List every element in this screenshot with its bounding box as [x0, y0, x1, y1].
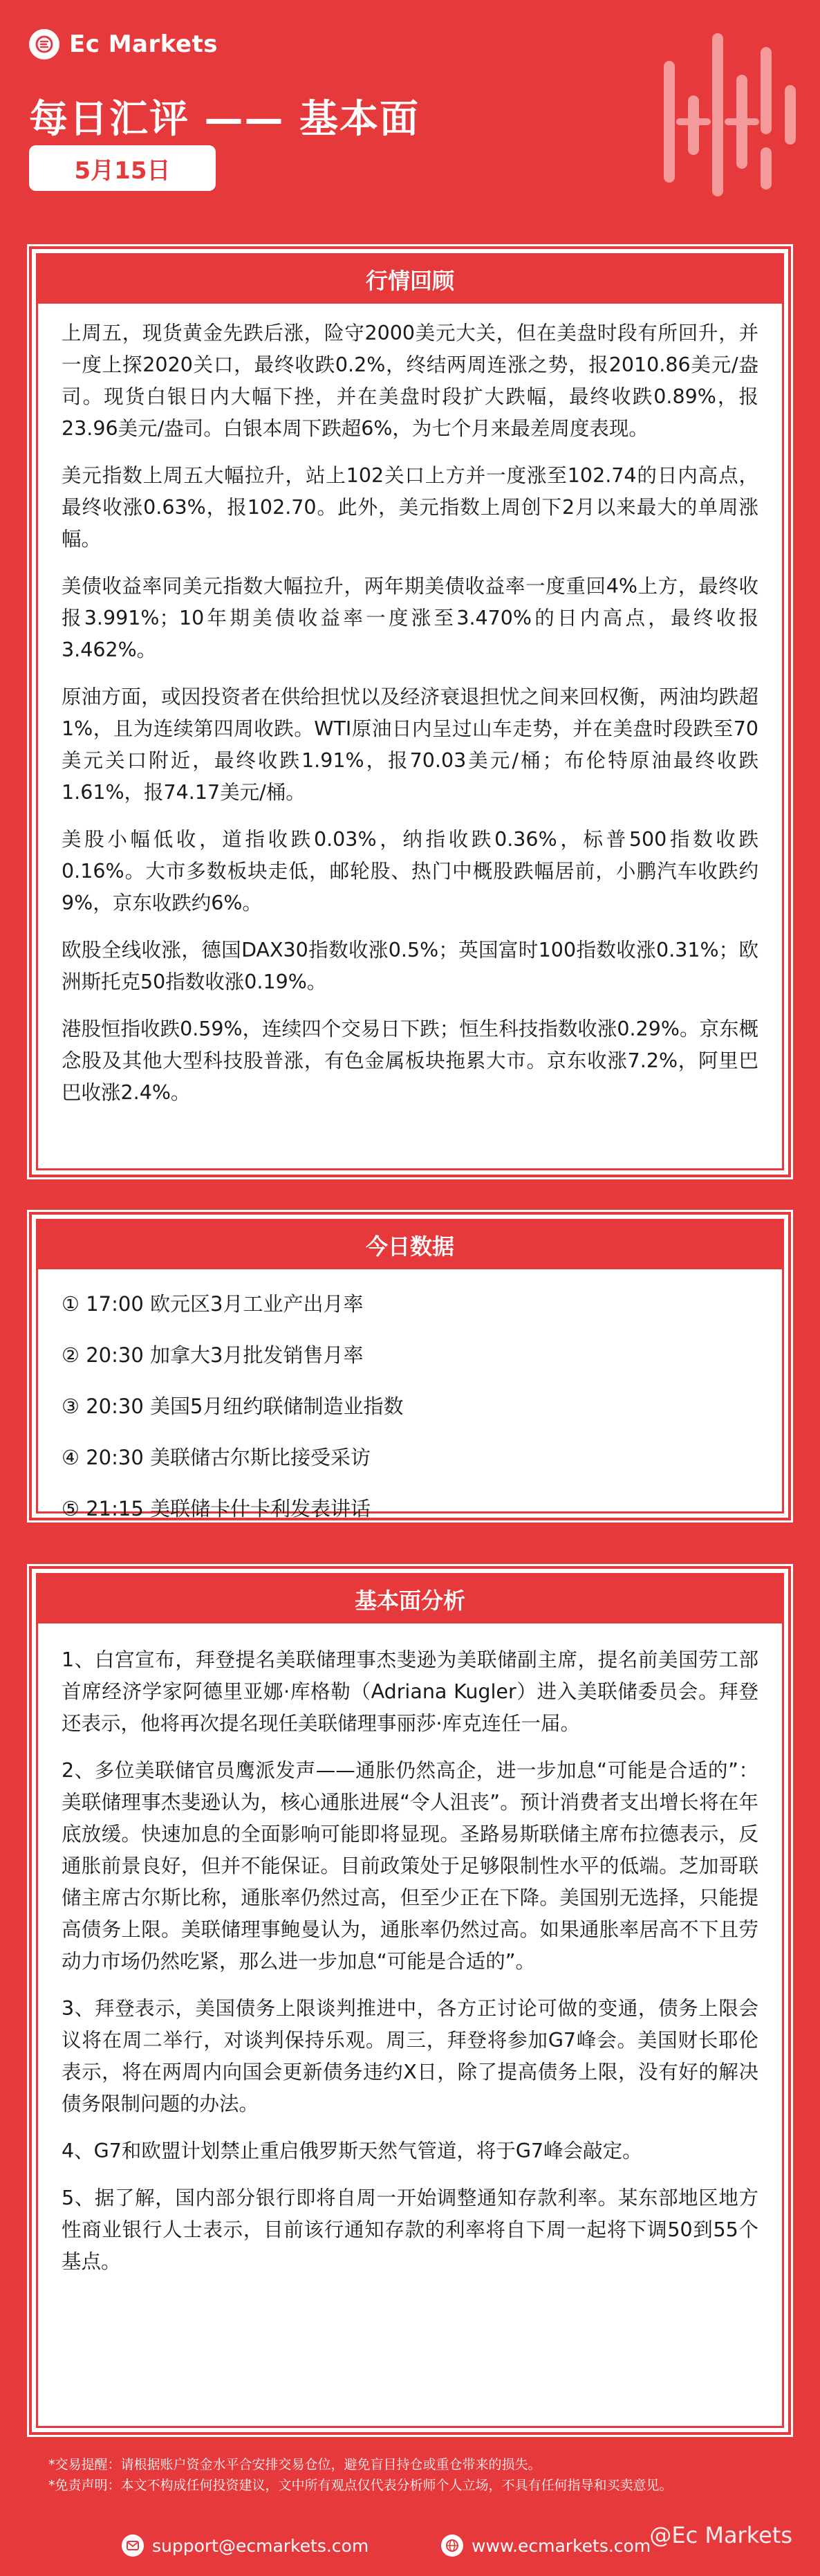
disclaimer-notes: [48, 2454, 795, 2496]
analysis-body: [62, 1644, 758, 2293]
email-link[interactable]: support@ecmarkets.com: [152, 2535, 369, 2556]
list-item: ⑤ 21:15 美联储卡什卡利发表讲话: [62, 1497, 371, 1520]
website-link[interactable]: www.ecmarkets.com: [472, 2535, 651, 2556]
list-item: ① 17:00 欧元区3月工业产出月率: [62, 1292, 364, 1316]
market-paragraph: 美元指数上周五大幅拉升，站上102关口上方并一度涨至102.74的日内高点，最终收涨0.63%，报102.70。此外，美元指数上周创下2月以来最大的单周涨幅。: [62, 464, 758, 551]
page-header: [0, 0, 820, 235]
analysis-card: [29, 1566, 791, 2435]
market-review-body: [62, 318, 758, 1124]
analysis-title: 基本面分析: [38, 1575, 782, 1623]
market-review-card: [29, 246, 791, 1177]
decorative-bars-icon: [655, 25, 801, 205]
globe-icon: [441, 2534, 463, 2557]
today-data-card: [29, 1212, 791, 1520]
card-border: [36, 1219, 784, 1520]
analysis-paragraph: 5、据了解，国内部分银行即将自周一开始调整通知存款利率。某东部地区地方性商业银行人士表示，目前该行通知存款的利率将自下周一起将下调50到55个基点。: [62, 2187, 758, 2273]
card-border: [36, 253, 784, 1170]
list-item: ② 20:30 加拿大3月批发销售月率: [62, 1343, 364, 1367]
market-paragraph: 美股小幅低收，道指收跌0.03%，纳指收跌0.36%，标普500指数收跌0.16%。大市多数板块走低，邮轮股、热门中概股跌幅居前，小鹏汽车收跌约9%，京东收跌约6%。: [62, 828, 758, 914]
brand-name: Ec Markets: [69, 30, 218, 58]
analysis-paragraph: 2、多位美联储官员鹰派发声——通胀仍然高企，进一步加息“可能是合适的”：美联储理事杰斐逊认为，核心通胀进展“令人沮丧”。预计消费者支出增长将在年底放缓。快速加息的全面影响可能即将显现。圣路易斯联储主席布拉德表示，反通胀前景良好，但并不能保证。目前政策处于足够限制性水平的低端。芝加哥联储主席古尔斯比称，通胀率仍然过高，但至少正在下降。美国别无选择，只能提高债务上限。美联储理事鲍曼认为，通胀率仍然过高。如果通胀率居高不下且劳动力市场仍然吃紧，那么进一步加息“可能是合适的”。: [62, 1759, 758, 1973]
date-badge: 5月15日: [29, 145, 216, 191]
today-data-title: 今日数据: [38, 1221, 782, 1269]
brand: [29, 29, 218, 59]
page-title: 每日汇评 —— 基本面: [29, 97, 420, 142]
market-review-title: 行情回顾: [38, 255, 782, 304]
disclaimer-text: *免责声明：本文不构成任何投资建议，文中所有观点仅代表分析师个人立场，不具有任何指导和买卖意见。: [48, 2478, 673, 2493]
market-paragraph: 原油方面，或因投资者在供给担忧以及经济衰退担忧之间来回权衡，两油均跌超1%，且为连续第四周收跌。WTI原油日内呈过山车走势，并在美盘时段跌至70美元关口附近，最终收跌1.91%，报70.03美元/桶；布伦特原油最终收跌1.61%，报74.17美元/桶。: [62, 686, 758, 804]
mail-icon: [122, 2534, 144, 2557]
analysis-paragraph: 4、G7和欧盟计划禁止重启俄罗斯天然气管道，将于G7峰会敲定。: [62, 2140, 642, 2162]
list-item: ③ 20:30 美国5月纽约联储制造业指数: [62, 1395, 404, 1418]
footer-website: [441, 2534, 651, 2557]
market-paragraph: 美债收益率同美元指数大幅拉升，两年期美债收益率一度重回4%上方，最终收报3.991%；10年期美债收益率一度涨至3.470%的日内高点，最终收报3.462%。: [62, 575, 758, 661]
analysis-paragraph: 1、白宫宣布，拜登提名美联储理事杰斐逊为美联储副主席，提名前美国劳工部首席经济学家阿德里亚娜·库格勒（Adriana Kugler）进入美联储委员会。拜登还表示，他将再次提名现任美联储理事丽莎·库克连任一届。: [62, 1648, 758, 1735]
today-data-list: [62, 1290, 758, 1546]
market-paragraph: 上周五，现货黄金先跌后涨，险守2000美元大关，但在美盘时段有所回升，并一度上探2020关口，最终收跌0.2%，终结两周连涨之势，报2010.86美元/盎司。现货白银日内大幅下挫，并在美盘时段扩大跌幅，最终收跌0.89%，报23.96美元/盎司。白银本周下跌超6%，为七个月来最差周度表现。: [62, 322, 758, 440]
trade-tip-text: *交易提醒：请根据账户资金水平合安排交易仓位，避免盲目持仓或重仓带来的损失。: [48, 2457, 541, 2472]
watermark: @Ec Markets: [649, 2522, 792, 2548]
market-paragraph: 欧股全线收涨，德国DAX30指数收涨0.5%；英国富时100指数收涨0.31%；欧洲斯托克50指数收涨0.19%。: [62, 939, 758, 993]
footer-email: [122, 2534, 369, 2557]
list-item: ④ 20:30 美联储古尔斯比接受采访: [62, 1446, 371, 1469]
market-paragraph: 港股恒指收跌0.59%，连续四个交易日下跌；恒生科技指数收涨0.29%。京东概念股及其他大型科技股普涨，有色金属板块拖累大市。京东收涨7.2%，阿里巴巴收涨2.4%。: [62, 1018, 758, 1104]
brand-logo-icon: [29, 29, 59, 59]
card-border: [36, 1573, 784, 2428]
analysis-paragraph: 3、拜登表示，美国债务上限谈判推进中，各方正讨论可做的变通，债务上限会议将在周二举行，对谈判保持乐观。周三，拜登将参加G7峰会。美国财长耶伦表示，将在两周内向国会更新债务违约X日，除了提高债务上限，没有好的解决债务限制问题的办法。: [62, 1997, 758, 2115]
